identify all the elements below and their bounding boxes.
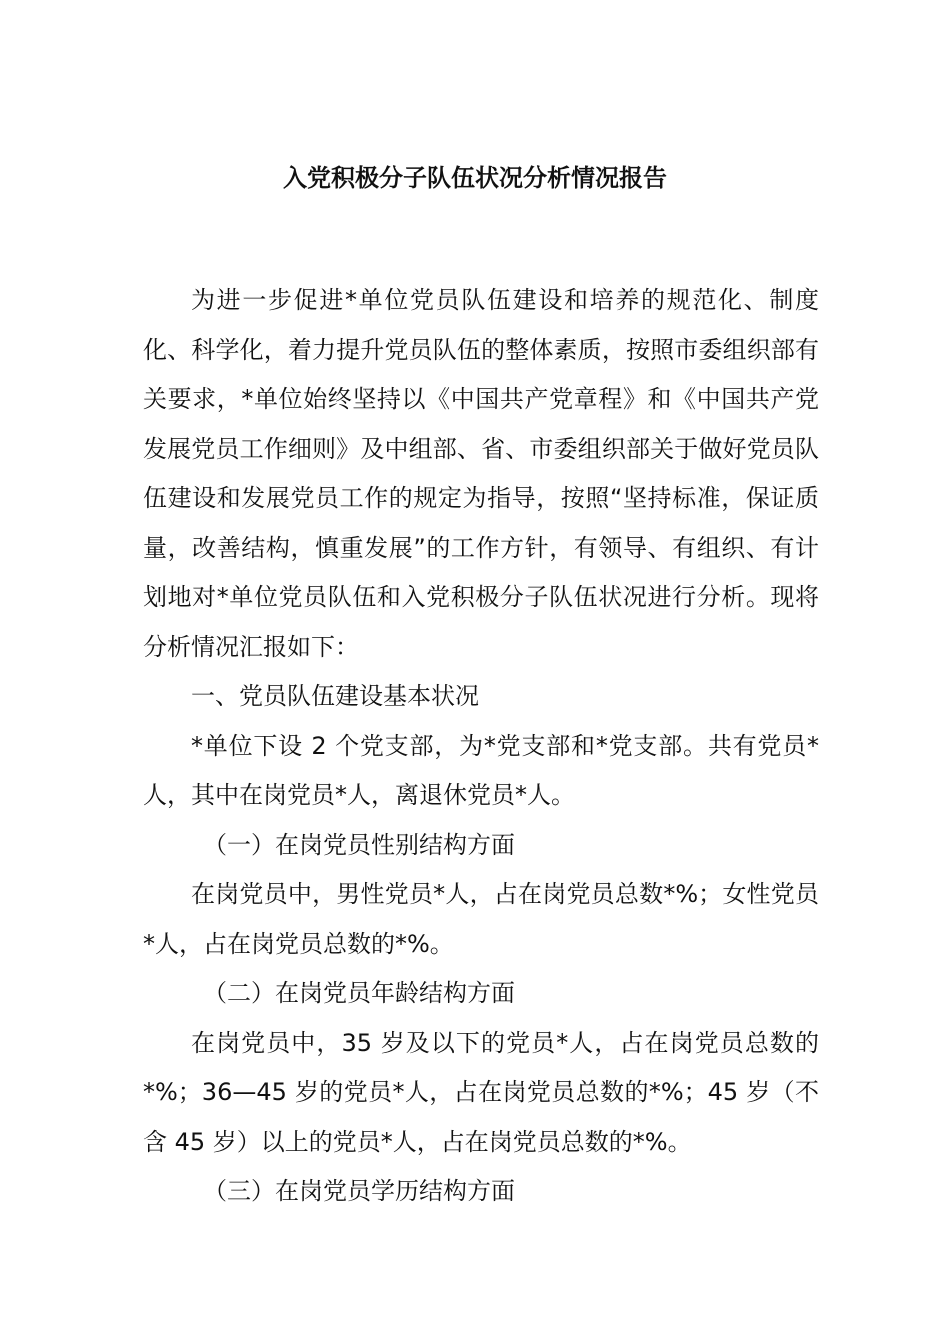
document-title: 入党积极分子队伍状况分析情况报告 — [283, 164, 667, 192]
branch-overview-paragraph: *单位下设 2 个党支部，为*党支部和*党支部。共有党员*人，其中在岗党员*人，离退休党员*人。 — [143, 731, 819, 809]
section-heading-1: 一、党员队伍建设基本状况 — [191, 682, 479, 710]
subsection-heading-age: （二）在岗党员年龄结构方面 — [203, 979, 515, 1007]
subsection-heading-gender: （一）在岗党员性别结构方面 — [203, 830, 515, 859]
intro-paragraph: 为进一步促进*单位党员队伍建设和培养的规范化、制度化、科学化，着力提升党员队伍的整体素质，按照市委组织部有关要求，*单位始终坚持以《中国共产党章程》和《中国共产党发展党员工作细则》及中组部、省、市委组织部关于做好党员队伍建设和发展党员工作的规定为指导，按照“坚持标准，保证质量，改善结构，慎重发展”的工作方针，有领导、有组织、有计划地对*单位党员队伍和入党积极分子队伍状况进行分析。现将分析情况汇报如下： — [143, 286, 819, 661]
age-paragraph: 在岗党员中，35 岁及以下的党员*人，占在岗党员总数的*%；36—45 岁的党员*人，占在岗党员总数的*%；45 岁（不含 45 岁）以上的党员*人，占在岗党员总数的*%。 — [143, 1028, 819, 1156]
subsection-heading-education: （三）在岗党员学历结构方面 — [203, 1177, 515, 1205]
gender-paragraph: 在岗党员中，男性党员*人，占在岗党员总数*%；女性党员*人，占在岗党员总数的*%。 — [143, 880, 819, 958]
document-body — [143, 276, 819, 1217]
